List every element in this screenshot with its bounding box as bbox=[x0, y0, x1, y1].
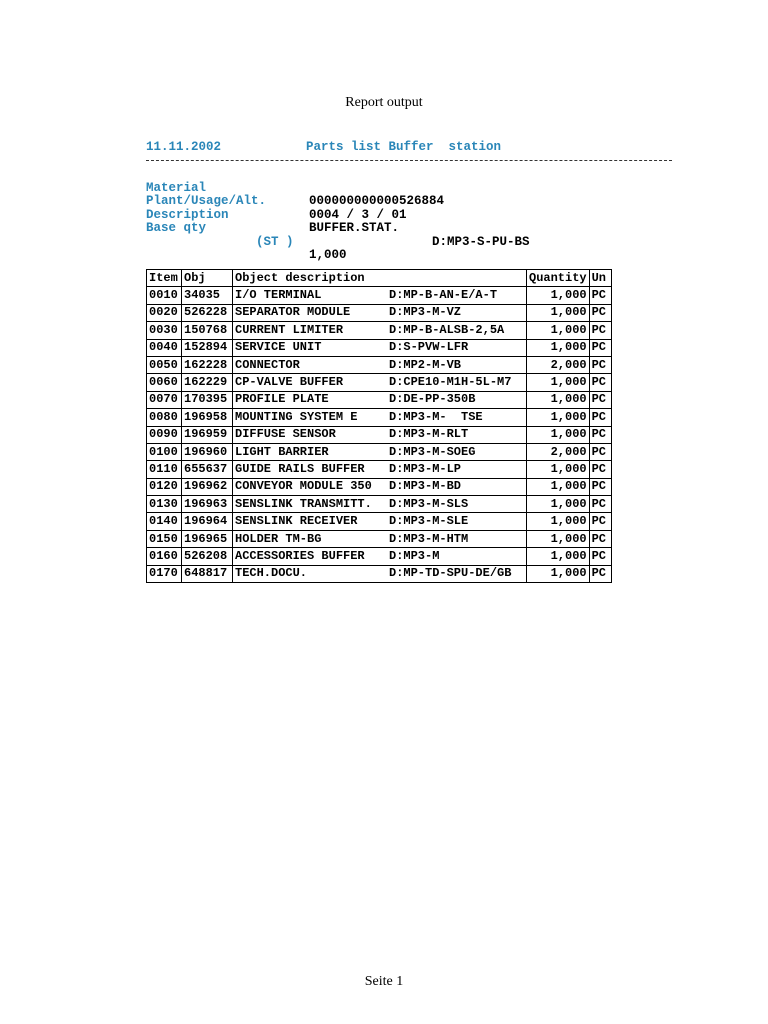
cell-model: D:MP3-M-SLS bbox=[387, 496, 527, 513]
cell-qty: 1,000 bbox=[527, 478, 590, 495]
cell-obj: 526208 bbox=[182, 548, 233, 565]
page-footer: Seite 1 bbox=[364, 974, 404, 989]
cell-item: 0120 bbox=[147, 478, 182, 495]
cell-qty: 1,000 bbox=[527, 287, 590, 304]
cell-un: PC bbox=[589, 443, 611, 460]
table-row bbox=[147, 304, 612, 321]
cell-obj: 196964 bbox=[182, 513, 233, 530]
cell-qty: 1,000 bbox=[527, 304, 590, 321]
cell-item: 0130 bbox=[147, 496, 182, 513]
cell-item: 0020 bbox=[147, 304, 182, 321]
col-model-header bbox=[387, 270, 527, 287]
cell-qty: 1,000 bbox=[527, 426, 590, 443]
cell-item: 0010 bbox=[147, 287, 182, 304]
cell-desc: CP-VALVE BUFFER bbox=[233, 374, 388, 391]
cell-un: PC bbox=[589, 461, 611, 478]
cell-model: D:MP-B-AN-E/A-T bbox=[387, 287, 527, 304]
cell-desc: ACCESSORIES BUFFER bbox=[233, 548, 388, 565]
plant-label: Plant/Usage/Alt. bbox=[146, 194, 267, 208]
base-qty-unit: (ST ) bbox=[256, 234, 294, 249]
cell-model: D:MP3-M-VZ bbox=[387, 304, 527, 321]
cell-item: 0140 bbox=[147, 513, 182, 530]
cell-obj: 196965 bbox=[182, 530, 233, 547]
cell-obj: 162229 bbox=[182, 374, 233, 391]
table-row bbox=[147, 478, 612, 495]
cell-un: PC bbox=[589, 478, 611, 495]
table-row bbox=[147, 426, 612, 443]
table-row bbox=[147, 443, 612, 460]
table-row bbox=[147, 287, 612, 304]
cell-qty: 1,000 bbox=[527, 374, 590, 391]
table-row bbox=[147, 391, 612, 408]
cell-desc: PROFILE PLATE bbox=[233, 391, 388, 408]
cell-item: 0040 bbox=[147, 339, 182, 356]
table-row bbox=[147, 548, 612, 565]
cell-un: PC bbox=[589, 304, 611, 321]
cell-un: PC bbox=[589, 565, 611, 582]
cell-desc: DIFFUSE SENSOR bbox=[233, 426, 388, 443]
cell-item: 0100 bbox=[147, 443, 182, 460]
cell-desc: GUIDE RAILS BUFFER bbox=[233, 461, 388, 478]
cell-un: PC bbox=[589, 322, 611, 339]
cell-model: D:MP3-M-HTM bbox=[387, 530, 527, 547]
cell-desc: CURRENT LIMITER bbox=[233, 322, 388, 339]
report-date: 11.11.2002 bbox=[146, 140, 222, 154]
cell-desc: CONNECTOR bbox=[233, 356, 388, 373]
table-header-row bbox=[147, 270, 612, 287]
cell-item: 0160 bbox=[147, 548, 182, 565]
description-value: BUFFER.STAT. bbox=[309, 221, 400, 235]
cell-desc: SEPARATOR MODULE bbox=[233, 304, 388, 321]
cell-obj: 170395 bbox=[182, 391, 233, 408]
table-row bbox=[147, 565, 612, 582]
cell-obj: 648817 bbox=[182, 565, 233, 582]
cell-model: D:MP3-M-SLE bbox=[387, 513, 527, 530]
cell-un: PC bbox=[589, 356, 611, 373]
cell-model: D:MP2-M-VB bbox=[387, 356, 527, 373]
cell-model: D:MP-B-ALSB-2,5A bbox=[387, 322, 527, 339]
material-label: Material bbox=[146, 180, 207, 195]
cell-un: PC bbox=[589, 339, 611, 356]
cell-model: D:CPE10-M1H-5L-M7 bbox=[387, 374, 527, 391]
cell-obj: 150768 bbox=[182, 322, 233, 339]
table-row bbox=[147, 513, 612, 530]
cell-un: PC bbox=[589, 409, 611, 426]
cell-model: D:MP3-M-BD bbox=[387, 478, 527, 495]
table-row bbox=[147, 496, 612, 513]
cell-qty: 2,000 bbox=[527, 443, 590, 460]
cell-qty: 1,000 bbox=[527, 409, 590, 426]
cell-obj: 196962 bbox=[182, 478, 233, 495]
cell-qty: 2,000 bbox=[527, 356, 590, 373]
cell-obj: 34035 bbox=[182, 287, 233, 304]
cell-qty: 1,000 bbox=[527, 339, 590, 356]
parts-table bbox=[146, 269, 612, 583]
cell-qty: 1,000 bbox=[527, 322, 590, 339]
cell-item: 0030 bbox=[147, 322, 182, 339]
col-item-header: Item bbox=[147, 270, 182, 287]
cell-item: 0150 bbox=[147, 530, 182, 547]
col-un-header: Un bbox=[589, 270, 611, 287]
cell-desc: LIGHT BARRIER bbox=[233, 443, 388, 460]
plant-value: 0004 / 3 / 01 bbox=[309, 207, 407, 222]
cell-item: 0170 bbox=[147, 565, 182, 582]
cell-model: D:MP3-M bbox=[387, 548, 527, 565]
cell-un: PC bbox=[589, 530, 611, 547]
header-divider bbox=[146, 160, 672, 161]
cell-model: D:MP3-M- TSE bbox=[387, 409, 527, 426]
material-meta bbox=[146, 168, 530, 262]
cell-obj: 526228 bbox=[182, 304, 233, 321]
table-row bbox=[147, 322, 612, 339]
cell-qty: 1,000 bbox=[527, 565, 590, 582]
cell-obj: 196959 bbox=[182, 426, 233, 443]
cell-desc: I/O TERMINAL bbox=[233, 287, 388, 304]
cell-obj: 655637 bbox=[182, 461, 233, 478]
cell-desc: HOLDER TM-BG bbox=[233, 530, 388, 547]
cell-un: PC bbox=[589, 287, 611, 304]
table-row bbox=[147, 461, 612, 478]
cell-qty: 1,000 bbox=[527, 391, 590, 408]
cell-qty: 1,000 bbox=[527, 513, 590, 530]
description-label: Description bbox=[146, 207, 229, 222]
cell-item: 0070 bbox=[147, 391, 182, 408]
cell-desc: TECH.DOCU. bbox=[233, 565, 388, 582]
cell-desc: CONVEYOR MODULE 350 bbox=[233, 478, 388, 495]
cell-model: D:MP3-M-SOEG bbox=[387, 443, 527, 460]
page-title: Report output bbox=[345, 95, 423, 110]
cell-obj: 152894 bbox=[182, 339, 233, 356]
cell-qty: 1,000 bbox=[527, 530, 590, 547]
cell-obj: 196963 bbox=[182, 496, 233, 513]
cell-model: D:MP3-M-LP bbox=[387, 461, 527, 478]
cell-item: 0090 bbox=[147, 426, 182, 443]
cell-model: D:S-PVW-LFR bbox=[387, 339, 527, 356]
col-qty-header: Quantity bbox=[527, 270, 590, 287]
base-qty-label: Base qty bbox=[146, 221, 207, 235]
cell-model: D:MP3-M-RLT bbox=[387, 426, 527, 443]
description-code: D:MP3-S-PU-BS bbox=[432, 234, 530, 249]
cell-item: 0050 bbox=[147, 356, 182, 373]
table-row bbox=[147, 374, 612, 391]
cell-un: PC bbox=[589, 374, 611, 391]
cell-desc: SENSLINK RECEIVER bbox=[233, 513, 388, 530]
table-row bbox=[147, 409, 612, 426]
cell-qty: 1,000 bbox=[527, 496, 590, 513]
cell-item: 0080 bbox=[147, 409, 182, 426]
cell-un: PC bbox=[589, 496, 611, 513]
cell-qty: 1,000 bbox=[527, 461, 590, 478]
base-qty-value: 1,000 bbox=[309, 248, 347, 262]
cell-desc: SERVICE UNIT bbox=[233, 339, 388, 356]
cell-desc: MOUNTING SYSTEM E bbox=[233, 409, 388, 426]
col-desc-header: Object description bbox=[233, 270, 388, 287]
table-row bbox=[147, 530, 612, 547]
table-body bbox=[147, 287, 612, 583]
cell-un: PC bbox=[589, 426, 611, 443]
table-row bbox=[147, 339, 612, 356]
col-obj-header: Obj bbox=[182, 270, 233, 287]
cell-un: PC bbox=[589, 391, 611, 408]
cell-un: PC bbox=[589, 548, 611, 565]
cell-item: 0060 bbox=[147, 374, 182, 391]
cell-model: D:DE-PP-350B bbox=[387, 391, 527, 408]
cell-obj: 162228 bbox=[182, 356, 233, 373]
table-row bbox=[147, 356, 612, 373]
cell-obj: 196960 bbox=[182, 443, 233, 460]
material-value: 000000000000526884 bbox=[309, 194, 445, 208]
cell-model: D:MP-TD-SPU-DE/GB bbox=[387, 565, 527, 582]
cell-obj: 196958 bbox=[182, 409, 233, 426]
cell-un: PC bbox=[589, 513, 611, 530]
cell-item: 0110 bbox=[147, 461, 182, 478]
report-title: Parts list Buffer station bbox=[306, 140, 502, 154]
cell-desc: SENSLINK TRANSMITT. bbox=[233, 496, 388, 513]
cell-qty: 1,000 bbox=[527, 548, 590, 565]
